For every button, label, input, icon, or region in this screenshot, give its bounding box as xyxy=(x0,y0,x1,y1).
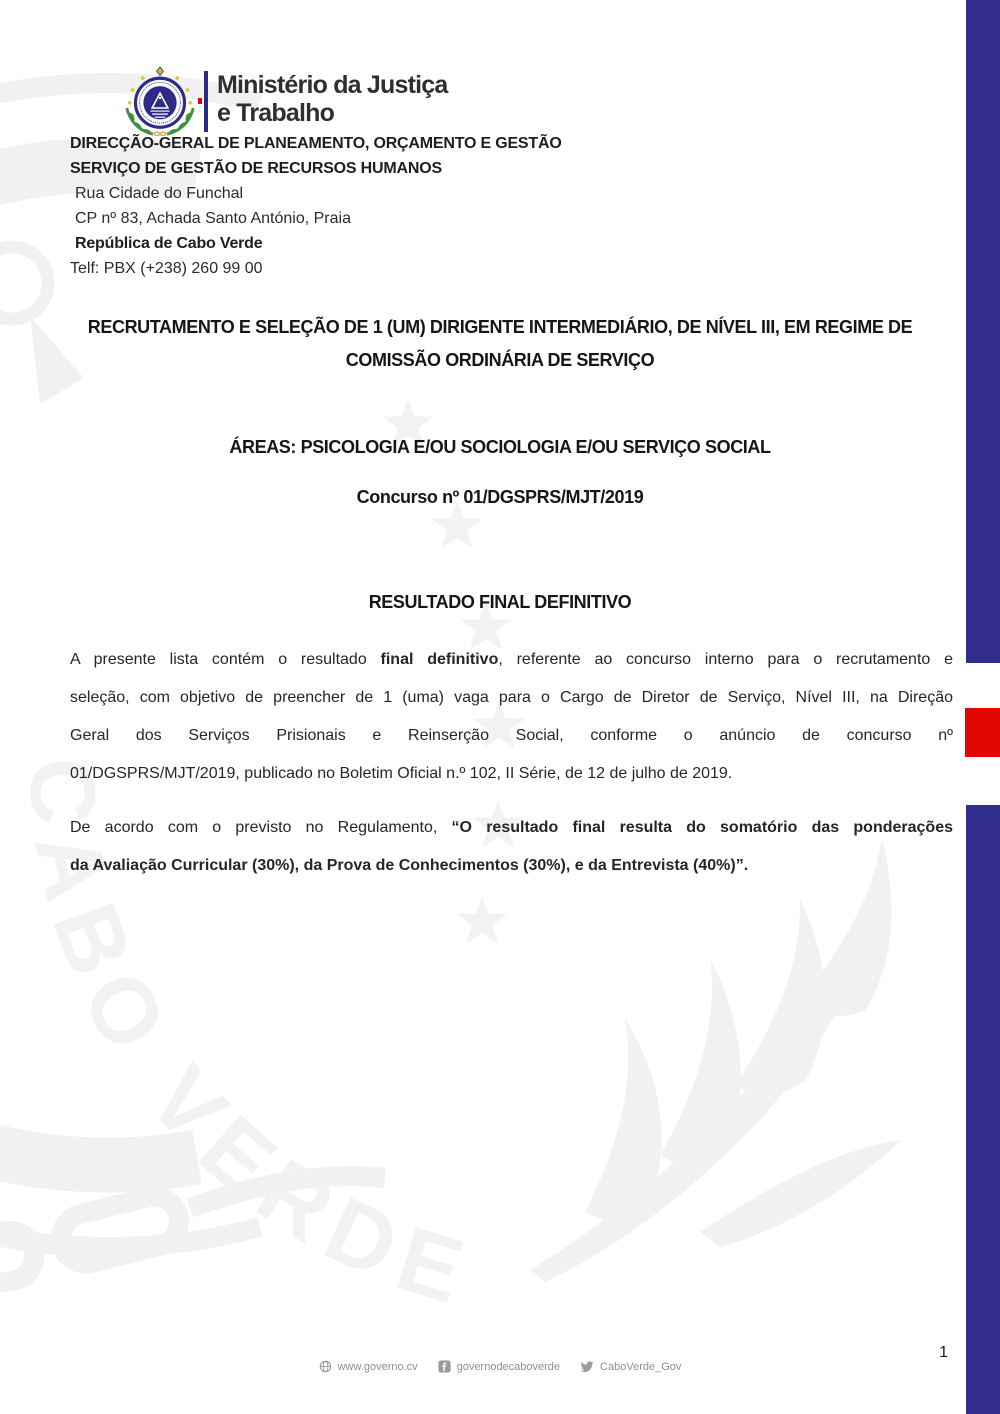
letterhead-phone: Telf: PBX (+238) 260 99 00 xyxy=(70,260,263,277)
right-accent-square-red xyxy=(965,708,1000,757)
footer-social-links xyxy=(0,1360,1000,1373)
facebook-icon xyxy=(438,1360,451,1373)
letterhead-org-line1: DIRECÇÃO-GERAL DE PLANEAMENTO, ORÇAMENTO E GESTÃO xyxy=(70,135,562,152)
paragraph-regulation xyxy=(70,809,953,885)
cabo-verde-emblem-icon xyxy=(116,66,204,136)
letterhead-country: República de Cabo Verde xyxy=(75,235,263,252)
footer-facebook xyxy=(438,1360,560,1373)
document-title-line2: COMISSÃO ORDINÁRIA DE SERVIÇO xyxy=(345,350,655,370)
ministry-name xyxy=(217,71,448,127)
paragraph-line: da Avaliação Curricular (30%), da Prova de Conhecimentos (30%), e da Entrevista (40%)”. xyxy=(70,857,749,874)
footer-twitter xyxy=(580,1361,681,1373)
footer-twitter-label: CaboVerde_Gov xyxy=(600,1360,682,1373)
paragraph-line: seleção, com objetivo de preencher de 1 (uma) vaga para o Cargo de Diretor de Serviço, Nível III, na Direção xyxy=(70,689,953,706)
paragraph-line xyxy=(70,641,953,679)
paragraph-result-intro xyxy=(70,641,953,793)
text-run: A presente lista contém o resultado xyxy=(70,651,381,668)
section-heading: RESULTADO FINAL DEFINITIVO xyxy=(368,592,632,612)
right-accent-bar-bottom xyxy=(966,805,1000,1414)
contest-heading: Concurso nº 01/DGSPRS/MJT/2019 xyxy=(356,487,644,507)
twitter-bird-icon xyxy=(580,1361,594,1373)
text-run-bold: “O resultado final resulta do somatório das ponderações xyxy=(451,819,953,836)
text-run-bold: final definitivo xyxy=(380,651,499,668)
right-accent-bar-top xyxy=(966,0,1000,663)
paragraph-line: 01/DGSPRS/MJT/2019, publicado no Boletim Oficial n.º 102, II Série, de 12 de julho de 2019. xyxy=(70,765,733,782)
paragraph-line xyxy=(70,809,953,847)
document-title-line1: RECRUTAMENTO E SELEÇÃO DE 1 (UM) DIRIGENTE INTERMEDIÁRIO, DE NÍVEL III, EM REGIME DE xyxy=(87,317,913,337)
footer-facebook-label: governodecaboverde xyxy=(456,1360,561,1373)
page-number: 1 xyxy=(939,1344,948,1361)
letterhead-org-line2: SERVIÇO DE GESTÃO DE RECURSOS HUMANOS xyxy=(70,160,442,177)
text-run: , referente ao concurso interno para o recrutamento e xyxy=(498,651,953,668)
footer-website-label: www.governo.cv xyxy=(337,1360,418,1373)
letterhead-address-line2: CP nº 83, Achada Santo António, Praia xyxy=(75,210,351,227)
document-title xyxy=(0,311,1000,377)
footer-website xyxy=(319,1360,418,1373)
paragraph-line: Geral dos Serviços Prisionais e Reinserção Social, conforme o anúncio de concurso nº xyxy=(70,727,953,744)
areas-heading: ÁREAS: PSICOLOGIA E/OU SOCIOLOGIA E/OU SERVIÇO SOCIAL xyxy=(229,437,771,457)
logo-divider-line xyxy=(204,71,208,132)
letterhead-address-line1: Rua Cidade do Funchal xyxy=(75,185,244,202)
globe-icon xyxy=(319,1360,332,1373)
ministry-name-line1: Ministério da Justiça xyxy=(217,71,448,99)
text-run: De acordo com o previsto no Regulamento, xyxy=(70,819,452,836)
ministry-name-line2: e Trabalho xyxy=(217,99,335,127)
letterhead xyxy=(70,131,562,281)
svg-text:CABO VERDE: CABO VERDE xyxy=(8,754,488,1327)
logo-divider-red-dot xyxy=(198,98,202,104)
